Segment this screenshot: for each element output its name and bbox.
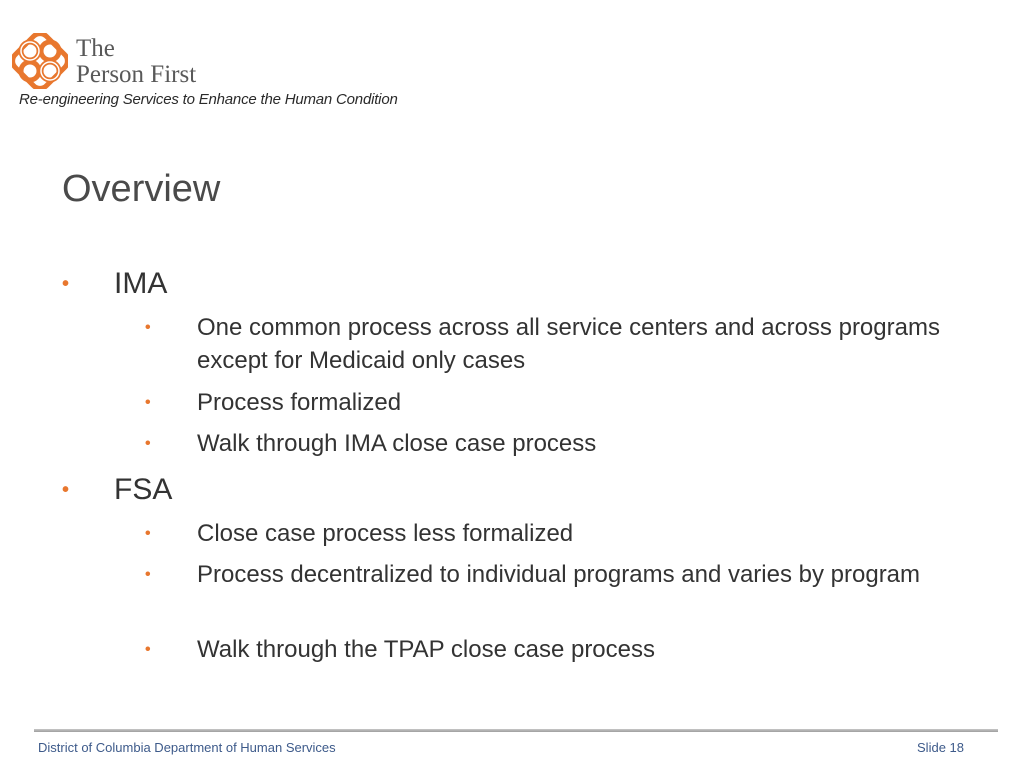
list-item-text: Walk through IMA close case process — [197, 430, 597, 457]
bullet-icon: • — [145, 394, 151, 411]
celtic-knot-logo-icon — [12, 33, 68, 89]
footer-organization: District of Columbia Department of Human Services — [38, 740, 336, 755]
bullet-icon: • — [145, 641, 151, 658]
footer-divider — [34, 729, 998, 732]
logo-wordmark-line1: The — [76, 35, 115, 62]
bullet-icon: • — [62, 273, 70, 295]
section-label: IMA — [114, 267, 168, 300]
bullet-icon: • — [62, 479, 70, 501]
section-label: FSA — [114, 473, 173, 506]
list-item-text: Close case process less formalized — [197, 520, 574, 547]
list-item-text: Walk through the TPAP close case process — [197, 636, 656, 663]
bullet-icon: • — [145, 435, 151, 452]
slide-number: Slide 18 — [917, 740, 964, 755]
bullet-icon: • — [145, 525, 151, 542]
logo-wordmark-line2: Person First — [76, 61, 197, 88]
tagline: Re-engineering Services to Enhance the Human Condition — [19, 91, 398, 108]
list-item-text: Process decentralized to individual programs and varies by program — [197, 561, 921, 588]
bullet-icon: • — [145, 566, 151, 583]
bullet-icon: • — [145, 319, 151, 336]
logo-block — [10, 30, 430, 120]
slide-title: Overview — [62, 168, 221, 210]
list-item-text: One common process across all service centers and across programs except for Medicaid only cases — [197, 314, 940, 374]
list-item-text: Process formalized — [197, 389, 402, 416]
